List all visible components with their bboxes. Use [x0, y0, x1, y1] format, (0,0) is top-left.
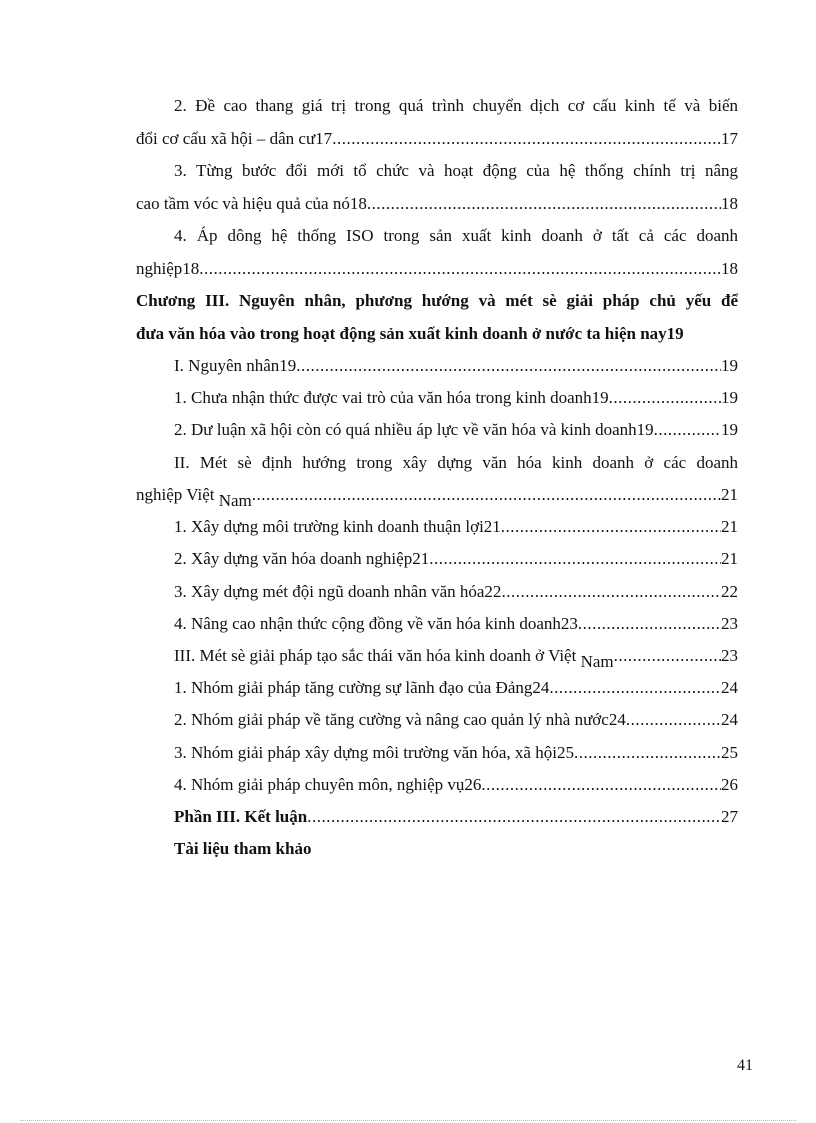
toc-entry-text: I. Nguyên nhân19: [174, 356, 297, 375]
leader-dots: [429, 548, 721, 570]
leader-dots: [614, 645, 721, 667]
toc-entry-line: [136, 258, 738, 280]
toc-entry-text: đổi cơ cấu xã hội – dân cư17: [136, 129, 333, 148]
leader-dots: [199, 258, 721, 280]
toc-entry-line: [174, 677, 738, 699]
toc-page-number: 18: [721, 194, 738, 213]
leader-dots: [501, 581, 721, 603]
leader-dots: [481, 774, 721, 796]
toc-entry-line: Tài liệu tham khảo: [174, 839, 312, 858]
leader-dots: [654, 419, 721, 441]
toc-entry-line: [174, 645, 738, 667]
toc-entry-line: [174, 355, 738, 377]
toc-entry-line: [174, 516, 738, 538]
toc-entry-text: nghiệp18: [136, 259, 200, 278]
leader-dots: [367, 193, 721, 215]
toc-page-number: 25: [721, 743, 738, 762]
toc-page-number: 19: [721, 356, 738, 375]
toc-page-number: 24: [721, 710, 738, 729]
toc-entry-line: [174, 613, 738, 635]
toc-entry-line: [136, 128, 738, 150]
toc-page-number: 23: [721, 614, 738, 633]
toc-page-number: 21: [721, 485, 738, 504]
toc-entry-text: 3. Nhóm giải pháp xây dựng môi trường văn hóa, xã hội25: [174, 743, 574, 762]
toc-entry-line: [174, 581, 738, 603]
toc-entry-text: 1. Nhóm giải pháp tăng cường sự lãnh đạo của Đảng24: [174, 678, 550, 697]
toc-entry-line: II. Mét sè định hướng trong xây dựng văn hóa kinh doanh ở các doanh: [174, 453, 738, 472]
toc-entry-line: 4. Áp dông hệ thống ISO trong sản xuất kinh doanh ở tất cả các doanh: [174, 226, 738, 245]
toc-entry-line: [174, 419, 738, 441]
leader-dots: [549, 677, 721, 699]
toc-page-number: 23: [721, 646, 738, 665]
leader-dots: [332, 128, 721, 150]
toc-page-number: 19: [721, 388, 738, 407]
toc-entry-line: [136, 484, 738, 506]
toc-entry-text: 4. Nhóm giải pháp chuyên môn, nghiệp vụ26: [174, 775, 482, 794]
toc-entry-text: Phần III. Kết luận: [174, 807, 308, 826]
toc-entry-text: 3. Xây dựng mét đội ngũ doanh nhân văn hóa22: [174, 582, 502, 601]
leader-dots: [296, 355, 721, 377]
chapter-heading-line: Chương III. Nguyên nhân, phương hướng và mét sè giải pháp chủ yếu để: [136, 291, 738, 310]
toc-page-number: 24: [721, 678, 738, 697]
leader-dots: [501, 516, 721, 538]
toc-page-number: 27: [721, 807, 738, 826]
toc-entry-line: [174, 548, 738, 570]
toc-entry-text: cao tầm vóc và hiệu quả của nó18: [136, 194, 367, 213]
chapter-heading-line: đưa văn hóa vào trong hoạt động sản xuất kinh doanh ở nước ta hiện nay19: [136, 324, 684, 343]
leader-dots: [609, 387, 721, 409]
leader-dots: [252, 484, 721, 506]
leader-dots: [626, 709, 721, 731]
toc-entry-line: [174, 806, 738, 828]
page-bottom-divider: [20, 1120, 796, 1121]
toc-entry-text: III. Mét sè giải pháp tạo sắc thái văn hóa kinh doanh ở Việt Nam: [174, 646, 614, 667]
page-number: 41: [737, 1057, 753, 1074]
toc-entry-line: 3. Từng bước đổi mới tổ chức và hoạt động của hệ thống chính trị nâng: [174, 161, 738, 180]
toc-entry-line: [174, 774, 738, 796]
toc-entry-line: [174, 742, 738, 764]
toc-page-number: 21: [721, 549, 738, 568]
toc-page-number: 17: [721, 129, 738, 148]
toc-entry-line: 2. Đề cao thang giá trị trong quá trình chuyển dịch cơ cấu kinh tế và biến: [174, 96, 738, 115]
toc-page-number: 22: [721, 582, 738, 601]
toc-entry-line: [136, 193, 738, 215]
toc-entry-text: 2. Dư luận xã hội còn có quá nhiều áp lực về văn hóa và kinh doanh19: [174, 420, 654, 439]
toc-entry-text: 1. Xây dựng môi trường kinh doanh thuận lợi21: [174, 517, 501, 536]
toc-page-number: 19: [721, 420, 738, 439]
toc-entry-line: [174, 709, 738, 731]
leader-dots: [574, 742, 721, 764]
toc-entry-text: nghiệp Việt Nam: [136, 485, 252, 506]
leader-dots: [578, 613, 721, 635]
toc-entry-text: 4. Nâng cao nhận thức cộng đồng về văn hóa kinh doanh23: [174, 614, 578, 633]
toc-entry-line: [174, 387, 738, 409]
toc-entry-text: 2. Xây dựng văn hóa doanh nghiệp21: [174, 549, 430, 568]
toc-page-number: 26: [721, 775, 738, 794]
leader-dots: [307, 806, 721, 828]
toc-page-number: 18: [721, 259, 738, 278]
toc-page-number: 21: [721, 517, 738, 536]
toc-entry-text: 2. Nhóm giải pháp về tăng cường và nâng cao quản lý nhà nước24: [174, 710, 626, 729]
toc-entry-text: 1. Chưa nhận thức được vai trò của văn hóa trong kinh doanh19: [174, 388, 609, 407]
